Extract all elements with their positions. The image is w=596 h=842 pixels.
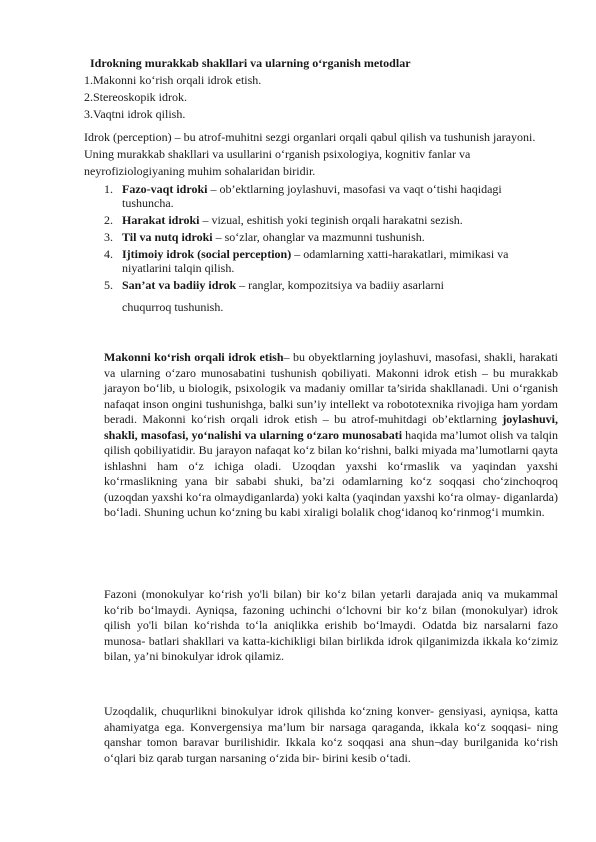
paragraph-spatial-perception [104, 350, 558, 521]
list-item [104, 278, 524, 314]
list-item-description: – so‘zlar, ohanglar va mazmunni tushunish. [212, 230, 425, 244]
paragraph-emphasis: joylashuvi, shakli, masofasi, yo‘nalishi va ularning o‘zaro munosabati [104, 412, 558, 442]
list-item-description: – ob’ektlarning joylashuvi, masofasi va vaqt o‘tishi haqidagi tushuncha. [122, 182, 502, 210]
list-item [104, 230, 524, 244]
list-item [104, 247, 524, 275]
list-item-description: – odamlarning xatti-harakatlari, mimikasi va niyatlarini talqin qilish. [122, 247, 509, 275]
list-item-number: 2. [104, 213, 113, 227]
method-item: 3.Vaqtni idrok qilish. [84, 107, 186, 121]
paragraph-text: haqida ma’lumot olish va talqin qilish qobiliyatidir. Bu jarayon nafaqat ko‘z bilan ko‘rishni, balki miyada ma’lumotlarni qayta ishlashni ham o‘z ichiga oladi. Uzoqdan yaxshi ko‘rmaslik va yaqindan yaxshi ko‘rmaslikning yana bir sababi shuki, ba’zi odamlarning ko‘z soqqasi cho‘zinchoqroq (uzoqdan yaxshi ko‘ra olmaydiganlarda) yoki kalta (yaqindan yaxshi ko‘ra olmay- diganlarda) bo‘ladi. Shuning uchun ko‘zning bu kabi xiraligi bolalik chog‘idanoq ko‘rinmog‘i mumkin. [104, 427, 558, 519]
list-item-description: – vizual, eshitish yoki teginish orqali harakatni sezish. [199, 213, 463, 227]
list-item-term: Til va nutq idroki [122, 230, 213, 244]
list-item-number: 5. [104, 278, 113, 292]
method-item: 2.Stereoskopik idrok. [84, 90, 187, 104]
paragraph-lead-term: Makonni ko‘rish orqali idrok etish [104, 350, 284, 364]
list-item-term: Fazo-vaqt idroki [122, 182, 208, 196]
list-item-term: Harakat idroki [122, 213, 200, 227]
paragraph-text: – bu obyektlarning joylashuvi, masofasi, shakli, harakati va ularning o‘zaro munosabatini tushunish qobiliyati. Makonni idrok etish – bu murakkab jarayon bo‘lib, u biologik, psixologik va madaniy omillar ta’sirida shakllanadi. Uni o‘rganish nafaqat inson ongini tushunishga, balki sun’iy intellekt va robototexnika rivojiga ham yordam beradi. Makonni ko‘rish orqali idrok etish – bu atrof-muhitdagi ob’ektlarning [104, 350, 558, 426]
paragraph-monocular: Fazoni (monokulyar ko‘rish yo'li bilan) bir ko‘z bilan yetarli darajada aniq va mukammal ko‘rib bo‘lmaydi. Ayniqsa, fazoning uchinchi o‘lchovni bir ko‘z bilan (monokulyar) idrok qilish yo'li bilan ko‘rishda to‘la aniqlikka erishib bo‘lmaydi. Odatda biz narsalarni fazo munosa- batlari shakllari va katta-kichikligi bilan birlikda idrok qilganimizda ikkala ko‘zimiz bilan, ya’ni binokulyar idrok qilamiz. [104, 587, 558, 663]
method-item: 1.Makonni ko‘rish orqali idrok etish. [84, 73, 262, 87]
list-item-description: – ranglar, kompozitsiya va badiiy asarlarni [236, 278, 444, 292]
methods-list [84, 72, 261, 123]
document-title: Idrokning murakkab shakllari va ularning o‘rganish metodlar [90, 56, 411, 70]
list-item [104, 182, 524, 210]
list-item-number: 4. [104, 247, 113, 261]
list-item [104, 213, 524, 227]
list-item-term: San’at va badiiy idrok [122, 278, 237, 292]
perception-types-list [104, 182, 524, 317]
list-item-number: 3. [104, 230, 113, 244]
list-item-number: 1. [104, 182, 113, 196]
list-item-term: Ijtimoiy idrok (social perception) [122, 247, 292, 261]
intro-paragraph: Idrok (perception) – bu atrof-muhitni sezgi organlari orqali qabul qilish va tushunish jarayoni. Uning murakkab shakllari va usullarini o‘rganish psixologiya, kognitiv fanlar va neyrofiziologiyaning muhim sohalaridan biridir. [84, 130, 536, 178]
list-item-description-tail: chuqurroq tushunish. [122, 300, 224, 314]
paragraph-convergence: Uzoqdalik, chuqurlikni binokulyar idrok qilishda ko‘zning konver- gensiyasi, ayniqsa, katta ahamiyatga ega. Konvergensiya ma’lum bir narsaga qaraganda, ikkala ko‘z soqqasi- ning qanshar tomon baravar burilishidir. Ikkala ko‘z soqqasi ana shun¬day burilganida ko‘rish o‘qlari biz qarab turgan narsaning o‘zida bir- birini kesib o‘tadi. [104, 704, 558, 765]
